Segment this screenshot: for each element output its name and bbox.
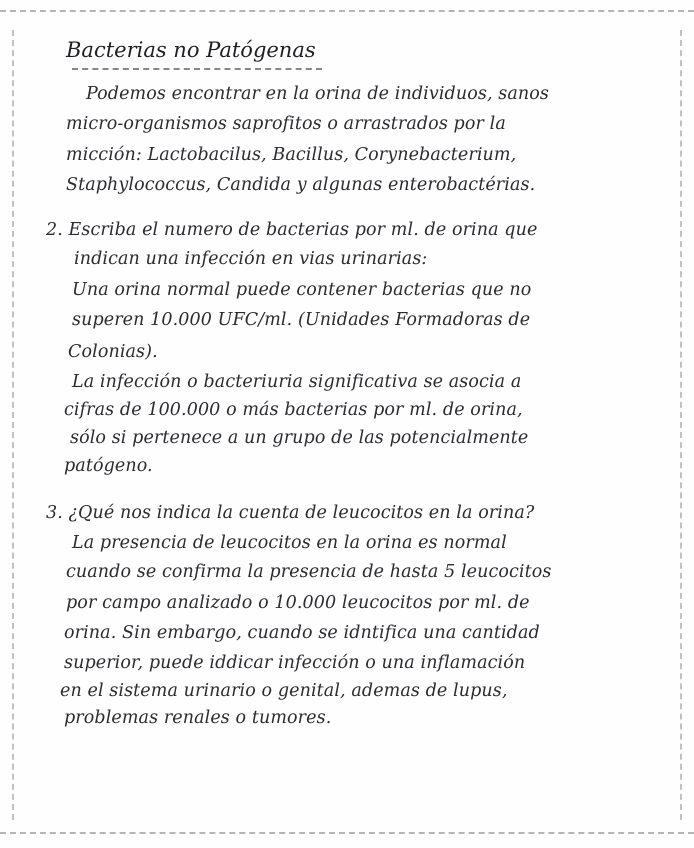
answer-2-line: La infección o bacteriuria significativa se asocia a <box>72 372 522 392</box>
answer-3-line: por campo analizado o 10.000 leucocitos por ml. de <box>66 593 530 613</box>
answer-2-line: patógeno. <box>64 456 153 476</box>
answer-2-line: Una orina normal puede contener bacterias que no <box>72 280 532 300</box>
answer-3-line: en el sistema urinario o genital, ademas de lupus, <box>60 681 508 701</box>
left-dashed-border <box>12 30 14 820</box>
answer-3-line: orina. Sin embargo, cuando se idntifica una cantidad <box>64 623 540 643</box>
answer-2-line: sólo si pertenece a un grupo de las potencialmente <box>70 428 529 448</box>
intro-line: micro-organismos saprofitos o arrastrados por la <box>66 114 506 134</box>
question-3-line: 3. ¿Qué nos indica la cuenta de leucocitos en la orina? <box>46 503 535 523</box>
right-dashed-border <box>680 30 682 820</box>
answer-3-line: cuando se confirma la presencia de hasta 5 leucocitos <box>66 562 552 582</box>
bottom-dashed-border <box>0 832 694 834</box>
intro-line: Podemos encontrar en la orina de individuos, sanos <box>86 84 549 104</box>
answer-3-line: problemas renales o tumores. <box>64 708 332 728</box>
question-2-line: indican una infección en vias urinarias: <box>74 249 428 269</box>
intro-line: micción: Lactobacilus, Bacillus, Corynebacterium, <box>66 145 517 165</box>
answer-3-line: superior, puede iddicar infección o una inflamación <box>64 653 526 673</box>
answer-2-line: superen 10.000 UFC/ml. (Unidades Formadoras de <box>72 310 531 330</box>
top-dashed-border <box>0 10 694 12</box>
answer-2-line: cifras de 100.000 o más bacterias por ml. de orina, <box>64 400 523 420</box>
question-2-line: 2. Escriba el numero de bacterias por ml. de orina que <box>46 220 538 240</box>
title-underline <box>72 68 322 70</box>
answer-2-line: Colonias). <box>68 342 158 362</box>
page-title: Bacterias no Patógenas <box>66 38 316 62</box>
answer-3-line: La presencia de leucocitos en la orina es normal <box>72 533 507 553</box>
intro-line: Staphylococcus, Candida y algunas enterobactérias. <box>66 175 536 195</box>
